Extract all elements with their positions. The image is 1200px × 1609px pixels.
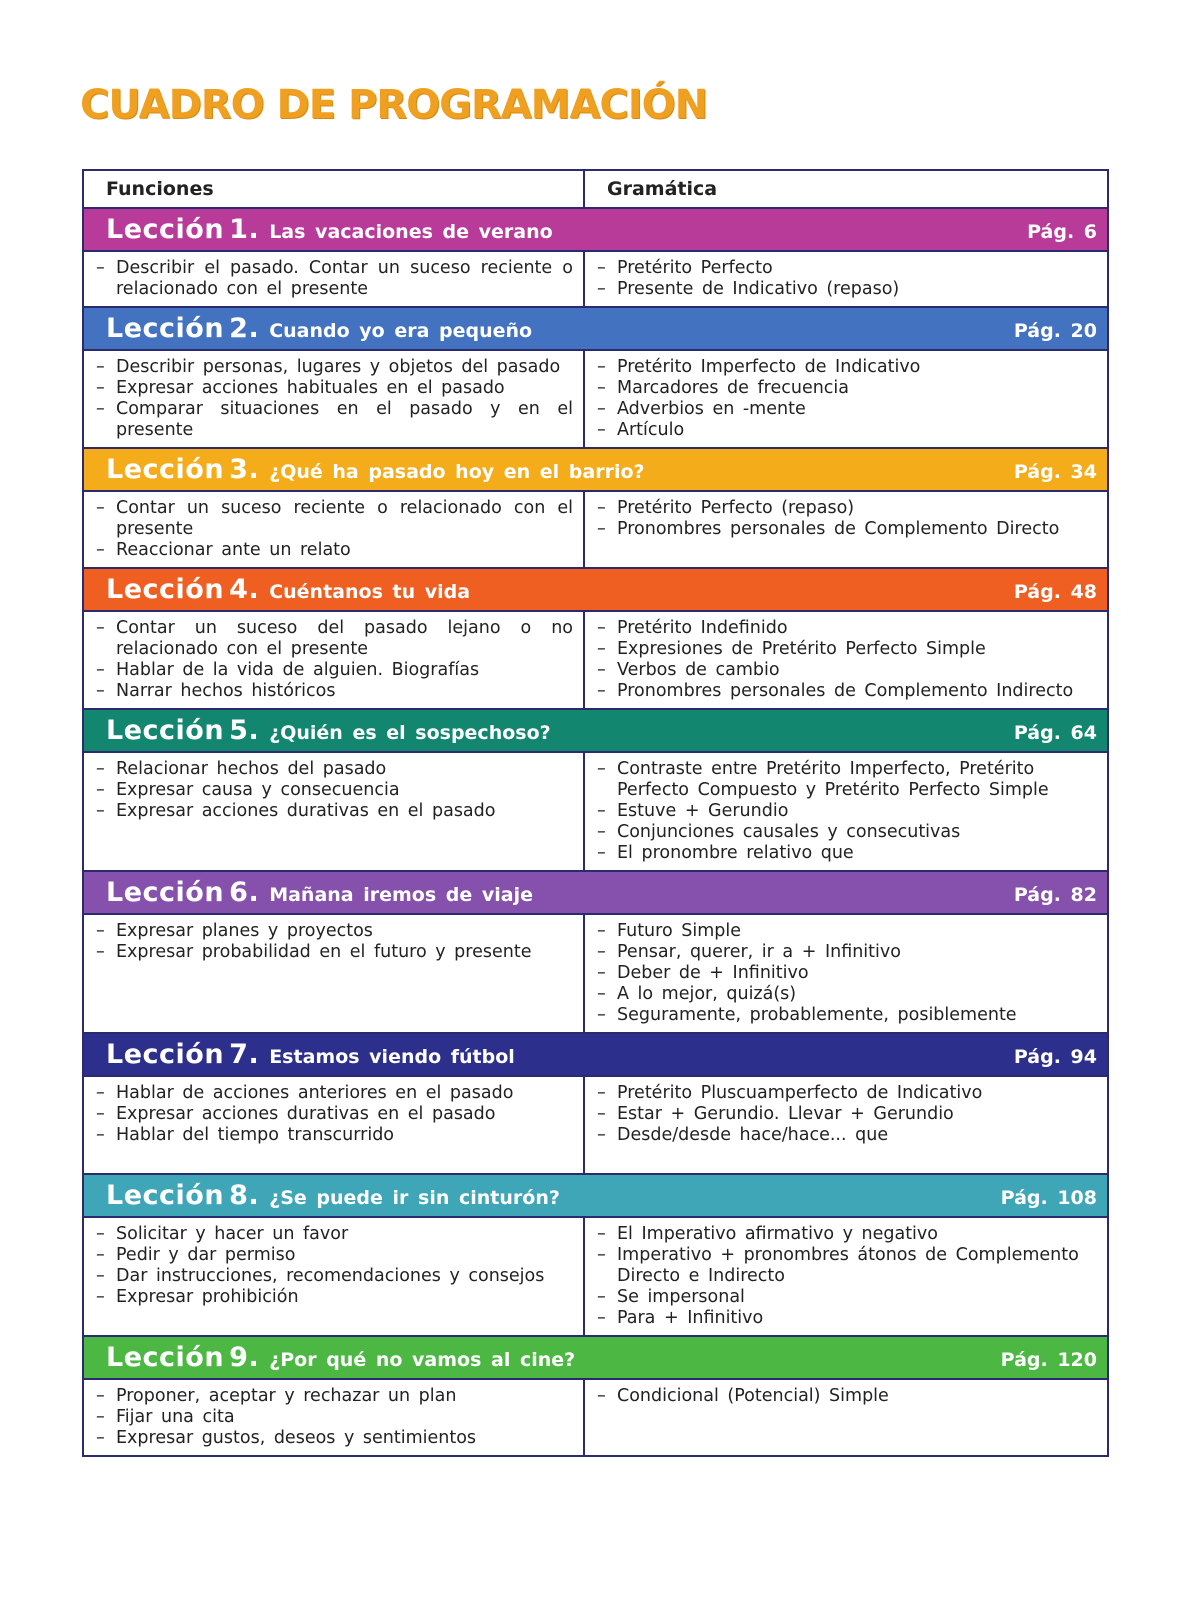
funciones-list	[96, 759, 573, 822]
funciones-cell	[83, 752, 584, 871]
lesson-label: Lección	[106, 1180, 225, 1211]
list-item: – Describir el pasado. Contar un suceso reciente o relacionado con el presente	[96, 258, 573, 300]
lesson-content-row	[83, 752, 1108, 871]
list-item: – A lo mejor, quizá(s)	[597, 984, 1097, 1005]
lesson-page: Pág. 120	[1000, 1349, 1097, 1371]
list-item: – Marcadores de frecuencia	[597, 378, 1097, 399]
list-item: – Expresar acciones durativas en el pasado	[96, 1104, 573, 1125]
funciones-list	[96, 618, 573, 702]
list-item: – Se impersonal	[597, 1287, 1097, 1308]
lesson-label: Lección	[106, 877, 225, 908]
list-item: – Pretérito Perfecto	[597, 258, 1097, 279]
lesson-content-row	[83, 251, 1108, 307]
lesson-content-row	[83, 1379, 1108, 1456]
funciones-cell	[83, 611, 584, 709]
lesson-content-row	[83, 350, 1108, 448]
lesson-header	[83, 208, 1108, 251]
lesson-number: 7.	[229, 1039, 260, 1070]
lesson-page: Pág. 108	[1000, 1187, 1097, 1209]
funciones-cell	[83, 350, 584, 448]
list-item: – Pronombres personales de Complemento Directo	[597, 519, 1097, 540]
funciones-cell	[83, 1076, 584, 1174]
gramatica-list	[597, 921, 1097, 1026]
list-item: – Fijar una cita	[96, 1407, 573, 1428]
lesson-title: Estamos viendo fútbol	[269, 1046, 515, 1068]
lesson-header	[83, 1174, 1108, 1217]
gramatica-list	[597, 759, 1097, 864]
list-item: – Contraste entre Pretérito Imperfecto, Pretérito Perfecto Compuesto y Pretérito Perfecto Simple	[597, 759, 1097, 801]
list-item: – Narrar hechos históricos	[96, 681, 573, 702]
list-item: – El Imperativo afirmativo y negativo	[597, 1224, 1097, 1245]
gramatica-cell	[584, 914, 1108, 1033]
gramatica-list	[597, 258, 1097, 300]
funciones-list	[96, 357, 573, 441]
list-item: – Expresar planes y proyectos	[96, 921, 573, 942]
lesson-number: 6.	[229, 877, 260, 908]
lesson-page: Pág. 64	[1013, 722, 1097, 744]
list-item: – Artículo	[597, 420, 1097, 441]
list-item: – Solicitar y hacer un favor	[96, 1224, 573, 1245]
lesson-content-row	[83, 491, 1108, 568]
funciones-cell	[83, 251, 584, 307]
funciones-list	[96, 921, 573, 963]
funciones-list	[96, 498, 573, 561]
list-item: – Estuve + Gerundio	[597, 801, 1097, 822]
lesson-page: Pág. 94	[1013, 1046, 1097, 1068]
list-item: – Adverbios en -mente	[597, 399, 1097, 420]
gramatica-cell	[584, 251, 1108, 307]
gramatica-list	[597, 618, 1097, 702]
lesson-header-row	[83, 709, 1108, 752]
list-item: – Conjunciones causales y consecutivas	[597, 822, 1097, 843]
lesson-title: ¿Se puede ir sin cinturón?	[269, 1187, 560, 1209]
lesson-label: Lección	[106, 574, 225, 605]
gramatica-list	[597, 357, 1097, 441]
table-header-row	[83, 170, 1108, 208]
funciones-list	[96, 258, 573, 300]
lesson-page: Pág. 20	[1013, 320, 1097, 342]
lesson-title: Cuéntanos tu vida	[269, 581, 471, 603]
list-item: – Futuro Simple	[597, 921, 1097, 942]
lesson-header	[83, 448, 1108, 491]
list-item: – Proponer, aceptar y rechazar un plan	[96, 1386, 573, 1407]
funciones-list	[96, 1224, 573, 1308]
funciones-cell	[83, 914, 584, 1033]
list-item: – Pretérito Imperfecto de Indicativo	[597, 357, 1097, 378]
gramatica-list	[597, 498, 1097, 540]
lesson-header-row	[83, 568, 1108, 611]
list-item: – Desde/desde hace/hace... que	[597, 1125, 1097, 1146]
gramatica-cell	[584, 491, 1108, 568]
lesson-number: 3.	[229, 454, 260, 485]
lesson-header-row	[83, 1336, 1108, 1379]
page-title: CUADRO DE PROGRAMACIÓN	[80, 82, 708, 128]
programming-table	[82, 169, 1109, 1457]
gramatica-list	[597, 1224, 1097, 1329]
funciones-cell	[83, 1217, 584, 1336]
lesson-label: Lección	[106, 214, 225, 245]
list-item: – Expresiones de Pretérito Perfecto Simple	[597, 639, 1097, 660]
list-item: – Estar + Gerundio. Llevar + Gerundio	[597, 1104, 1097, 1125]
list-item: – Hablar de la vida de alguien. Biografías	[96, 660, 573, 681]
lesson-header	[83, 1033, 1108, 1076]
list-item: – Expresar probabilidad en el futuro y presente	[96, 942, 573, 963]
lesson-page: Pág. 82	[1013, 884, 1097, 906]
column-header-gramatica: Gramática	[584, 170, 1108, 208]
lesson-header	[83, 871, 1108, 914]
gramatica-cell	[584, 350, 1108, 448]
lesson-header-row	[83, 307, 1108, 350]
lesson-number: 5.	[229, 715, 260, 746]
list-item: – Hablar de acciones anteriores en el pasado	[96, 1083, 573, 1104]
lesson-number: 2.	[229, 313, 260, 344]
lesson-header-row	[83, 208, 1108, 251]
lesson-title: ¿Qué ha pasado hoy en el barrio?	[269, 461, 645, 483]
list-item: – Pretérito Perfecto (repaso)	[597, 498, 1097, 519]
lesson-header	[83, 307, 1108, 350]
lesson-content-row	[83, 914, 1108, 1033]
list-item: – Comparar situaciones en el pasado y en el presente	[96, 399, 573, 441]
lesson-header	[83, 709, 1108, 752]
list-item: – Expresar acciones habituales en el pasado	[96, 378, 573, 399]
funciones-cell	[83, 1379, 584, 1456]
lesson-page: Pág. 48	[1013, 581, 1097, 603]
lesson-page: Pág. 6	[1027, 221, 1097, 243]
list-item: – Expresar prohibición	[96, 1287, 573, 1308]
lesson-label: Lección	[106, 1039, 225, 1070]
lesson-title: ¿Quién es el sospechoso?	[269, 722, 551, 744]
lesson-title: Las vacaciones de verano	[269, 221, 553, 243]
column-header-funciones: Funciones	[83, 170, 584, 208]
lesson-label: Lección	[106, 1342, 225, 1373]
gramatica-cell	[584, 752, 1108, 871]
lesson-content-row	[83, 1217, 1108, 1336]
list-item: – Para + Infinitivo	[597, 1308, 1097, 1329]
gramatica-cell	[584, 1379, 1108, 1456]
gramatica-cell	[584, 611, 1108, 709]
lesson-title: Mañana iremos de viaje	[269, 884, 534, 906]
list-item: – Contar un suceso del pasado lejano o no relacionado con el presente	[96, 618, 573, 660]
lesson-title: ¿Por qué no vamos al cine?	[269, 1349, 576, 1371]
list-item: – Describir personas, lugares y objetos del pasado	[96, 357, 573, 378]
list-item: – Expresar causa y consecuencia	[96, 780, 573, 801]
list-item: – Reaccionar ante un relato	[96, 540, 573, 561]
list-item: – Contar un suceso reciente o relacionado con el presente	[96, 498, 573, 540]
lesson-number: 8.	[229, 1180, 260, 1211]
lesson-number: 9.	[229, 1342, 260, 1373]
list-item: – Verbos de cambio	[597, 660, 1097, 681]
funciones-list	[96, 1083, 573, 1146]
lesson-header	[83, 1336, 1108, 1379]
lesson-header-row	[83, 448, 1108, 491]
lesson-label: Lección	[106, 313, 225, 344]
lesson-header-row	[83, 1174, 1108, 1217]
gramatica-cell	[584, 1076, 1108, 1174]
list-item: – Hablar del tiempo transcurrido	[96, 1125, 573, 1146]
lesson-header	[83, 568, 1108, 611]
list-item: – Pedir y dar permiso	[96, 1245, 573, 1266]
lesson-header-row	[83, 1033, 1108, 1076]
funciones-list	[96, 1386, 573, 1449]
lesson-content-row	[83, 611, 1108, 709]
lesson-title: Cuando yo era pequeño	[269, 320, 533, 342]
list-item: – Seguramente, probablemente, posiblemente	[597, 1005, 1097, 1026]
list-item: – Deber de + Infinitivo	[597, 963, 1097, 984]
gramatica-list	[597, 1386, 1097, 1407]
lesson-header-row	[83, 871, 1108, 914]
list-item: – Relacionar hechos del pasado	[96, 759, 573, 780]
lesson-label: Lección	[106, 715, 225, 746]
funciones-cell	[83, 491, 584, 568]
lesson-content-row	[83, 1076, 1108, 1174]
list-item: – Pretérito Indefinido	[597, 618, 1097, 639]
gramatica-cell	[584, 1217, 1108, 1336]
list-item: – Dar instrucciones, recomendaciones y consejos	[96, 1266, 573, 1287]
list-item: – El pronombre relativo que	[597, 843, 1097, 864]
gramatica-list	[597, 1083, 1097, 1146]
list-item: – Expresar gustos, deseos y sentimientos	[96, 1428, 573, 1449]
list-item: – Pensar, querer, ir a + Infinitivo	[597, 942, 1097, 963]
list-item: – Imperativo + pronombres átonos de Complemento Directo e Indirecto	[597, 1245, 1097, 1287]
lesson-number: 4.	[229, 574, 260, 605]
list-item: – Condicional (Potencial) Simple	[597, 1386, 1097, 1407]
list-item: – Expresar acciones durativas en el pasado	[96, 801, 573, 822]
lesson-label: Lección	[106, 454, 225, 485]
list-item: – Pronombres personales de Complemento Indirecto	[597, 681, 1097, 702]
lesson-page: Pág. 34	[1013, 461, 1097, 483]
list-item: – Pretérito Pluscuamperfecto de Indicativo	[597, 1083, 1097, 1104]
lesson-number: 1.	[229, 214, 260, 245]
list-item: – Presente de Indicativo (repaso)	[597, 279, 1097, 300]
